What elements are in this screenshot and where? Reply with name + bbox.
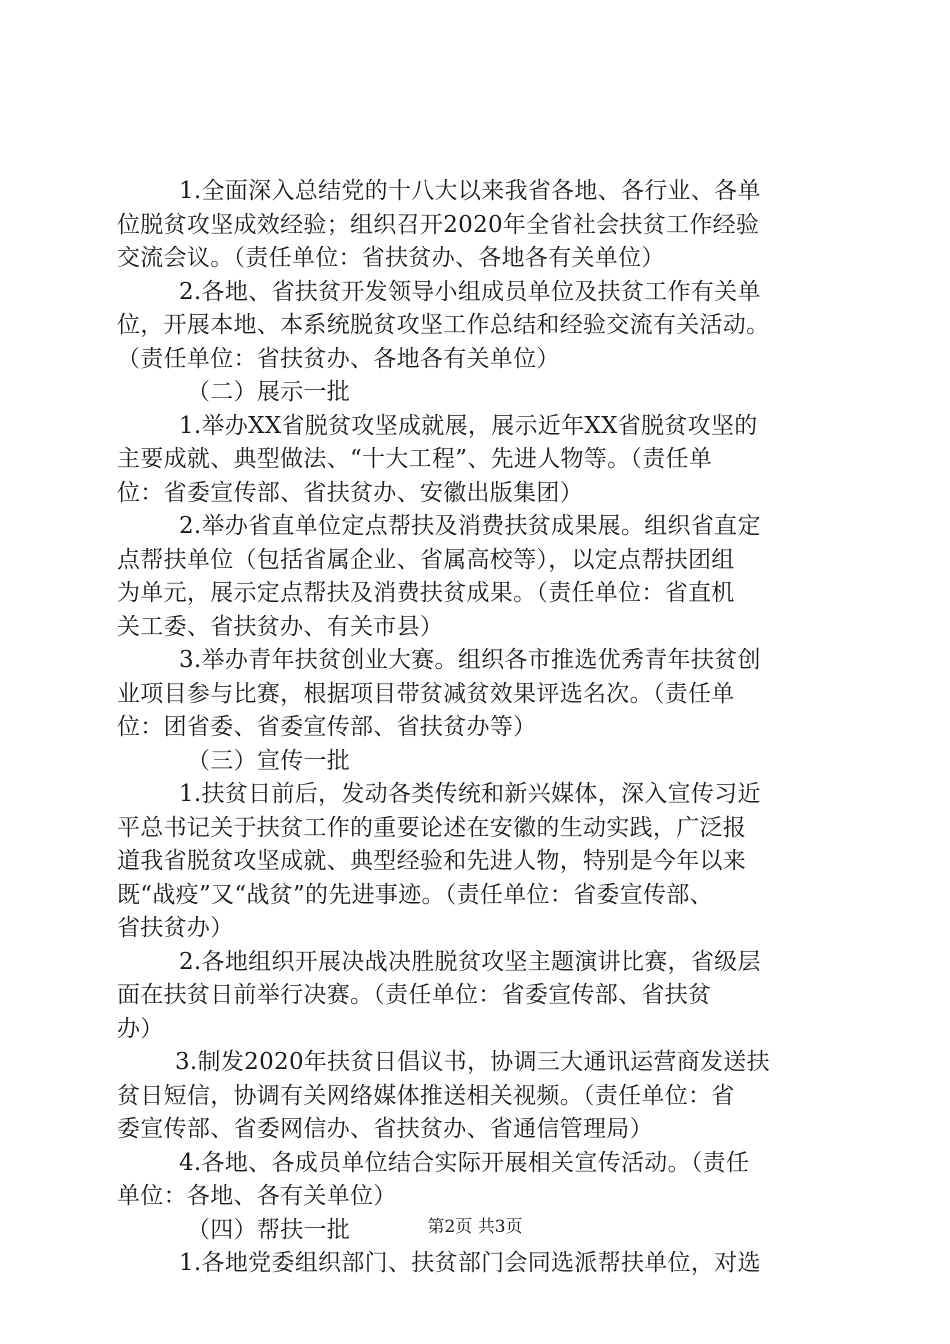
text-line: 办） bbox=[117, 1015, 164, 1042]
text-line: 1.扶贫日前后，发动各类传统和新兴媒体，深入宣传习近 bbox=[179, 781, 761, 807]
text-line: 1.举办XX省脱贫攻坚成就展，展示近年XX省脱贫攻坚的 bbox=[179, 412, 758, 439]
page-footer: 第2页 共3页 bbox=[427, 1217, 523, 1237]
text-line: 业项目参与比赛，根据项目带贫减贫效果评选名次。（责任单 bbox=[117, 680, 735, 707]
text-line: （四）帮扶一批 bbox=[187, 1216, 351, 1243]
text-line: 贫日短信，协调有关网络媒体推送相关视频。（责任单位：省 bbox=[117, 1082, 735, 1109]
text-line: 委宣传部、省委网信办、省扶贫办、省通信管理局） bbox=[117, 1116, 653, 1142]
text-line: 平总书记关于扶贫工作的重要论述在安徽的生动实践，广泛报 bbox=[117, 814, 747, 841]
text-line: 3.制发2020年扶贫日倡议书，协调三大通讯运营商发送扶 bbox=[175, 1049, 770, 1075]
text-line: 交流会议。（责任单位：省扶贫办、各地各有关单位） bbox=[117, 245, 665, 271]
text-line: （责任单位：省扶贫办、各地各有关单位） bbox=[117, 345, 560, 372]
text-line: 3.举办青年扶贫创业大赛。组织各市推选优秀青年扶贫创 bbox=[179, 647, 761, 673]
text-line: 2.各地、省扶贫开发领导小组成员单位及扶贫工作有关单 bbox=[179, 278, 761, 305]
text-line: 道我省脱贫攻坚成就、典型经验和先进人物，特别是今年以来 bbox=[117, 848, 747, 874]
text-line: 点帮扶单位（包括省属企业、省属高校等），以定点帮扶团组 bbox=[117, 546, 735, 573]
document-body bbox=[117, 175, 837, 1281]
text-line: 省扶贫办） bbox=[117, 915, 234, 941]
text-line: 关工委、省扶贫办、有关市县） bbox=[117, 613, 444, 640]
text-line: （二）展示一批 bbox=[187, 379, 351, 405]
text-line: 4.各地、各成员单位结合实际开展相关宣传活动。（责任 bbox=[179, 1149, 750, 1176]
text-line: 为单元，展示定点帮扶及消费扶贫成果。（责任单位：省直机 bbox=[117, 580, 735, 606]
text-line: 单位：各地、各有关单位） bbox=[117, 1183, 397, 1209]
text-line: 位：团省委、省委宣传部、省扶贫办等） bbox=[117, 714, 537, 740]
text-line: 面在扶贫日前举行决赛。（责任单位：省委宣传部、省扶贫 bbox=[117, 982, 712, 1008]
text-line: 1.全面深入总结党的十八大以来我省各地、各行业、各单 bbox=[179, 178, 761, 204]
text-line: 1.各地党委组织部门、扶贫部门会同选派帮扶单位，对选 bbox=[179, 1250, 761, 1276]
text-line: 2.举办省直单位定点帮扶及消费扶贫成果展。组织省直定 bbox=[179, 513, 761, 539]
text-line: 位，开展本地、本系统脱贫攻坚工作总结和经验交流有关活动。 bbox=[117, 312, 770, 338]
text-line: 主要成就、典型做法、“十大工程”、先进人物等。（责任单 bbox=[117, 446, 713, 472]
text-line: 2.各地组织开展决战决胜脱贫攻坚主题演讲比赛，省级层 bbox=[179, 948, 761, 975]
text-line: 位脱贫攻坚成效经验；组织召开2020年全省社会扶贫工作经验 bbox=[117, 211, 760, 238]
text-line: 既“战疫”又“战贫”的先进事迹。（责任单位：省委宣传部、 bbox=[117, 881, 713, 908]
text-line: 位：省委宣传部、省扶贫办、安徽出版集团） bbox=[117, 479, 583, 506]
text-line: （三）宣传一批 bbox=[187, 747, 351, 774]
